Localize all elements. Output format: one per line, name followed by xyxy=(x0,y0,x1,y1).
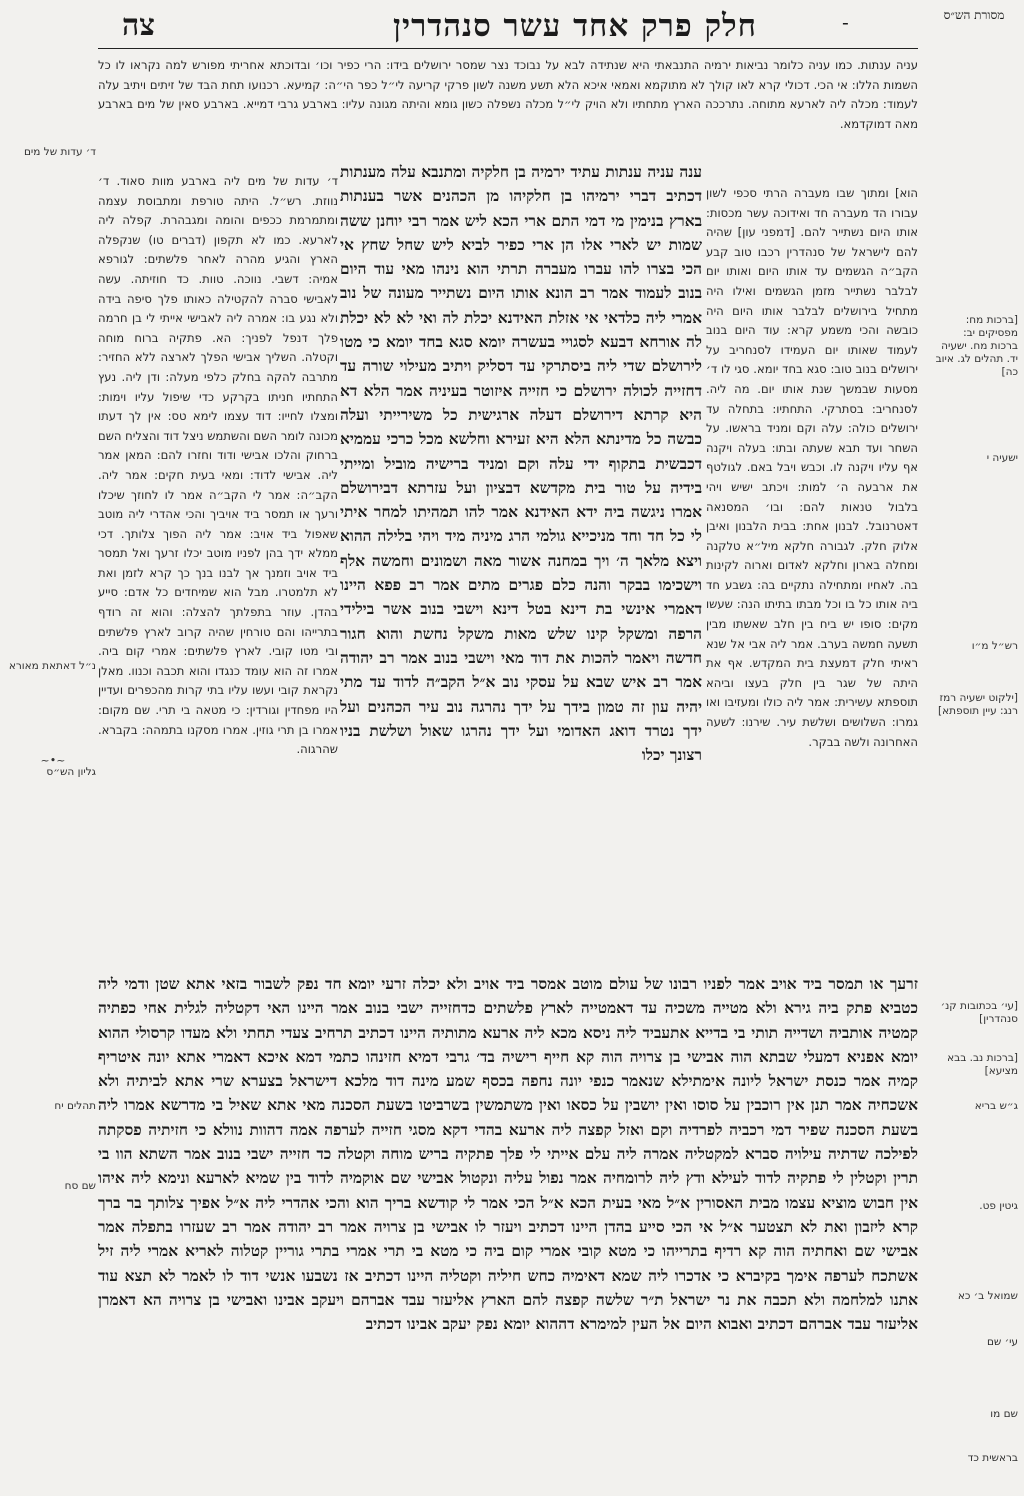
margin-note-right-2: ישעיה י xyxy=(986,452,1018,464)
right-commentary xyxy=(706,184,918,964)
margin-note-left-2: נ״ל דאתאת מאורא xyxy=(8,660,96,672)
left-commentary xyxy=(98,172,338,964)
margin-note-right-6: [ברכות נב. בבא מציעא] xyxy=(947,1052,1018,1077)
page-header xyxy=(0,6,1024,50)
margin-note-right-11: שם מו xyxy=(990,1408,1018,1420)
margin-note-left-4: תהלים יח xyxy=(54,1100,96,1112)
folio-number: צה xyxy=(122,8,155,43)
margin-note-right-5: [עי׳ בכתובות קנ׳ סנהדרין] xyxy=(940,1000,1018,1025)
main-text-bottom-body: זרעך או תמסר ביד אויב אמר לפניו רבונו של עולם מוטב אמסר ביד אויב ולא יכלה זרעי יומא חד נפק לשבור בזאי אתא שטן ודמי ליה כטביא פתק ביה גירא ולא מטייה משכיה עד דאמטייה לארץ פלשתים כדחזייה ישבי בנוב אמר היינו האי דקטליה לגלית אחי כפתיה קמטיה אותביה ושדייה תותי בי בדייא אתעביד ליה ניסא מכא ליה ארעא מתותיה היינו דכתיב תרחיב צעדי תחתי ולא מעדו קרסולי ההוא יומא אפניא דמעלי שבתא הוה אבישי בן צרויה הוה קא חייף רישיה בד׳ גרבי דמיא חזינהו כתמי דמא איכא דאמרי אתא יונה איטריף קמיה אמר כנסת ישראל ליונה אימתילא שנאמר כנפי יונה נחפה בכסף שמע מינה דוד מלכא דישראל בצערא שרי אתא לביתיה ולא אשכחיה אמר תנן אין רוכבין על סוסו ואין יושבין על כסאו ואין משתמשין בשרביטו בשעת הסכנה מאי אתא שאיל בי מדרשא אמרו ליה בשעת הסכנה שפיר דמי רכביה לפרדיה וקם ואזל קפצה ליה ארעא בהדי דקא מסגי חזייה לערפה אמה דהוות נוולא כי חזיתיה פסקתה לפילכה שדתיה עילויה סברא למקטליה אמרה ליה עלם אייתי לי פלך פתקיה בריש מוחה וקטלה כד חזייה ישבי בנוב אמר השתא הוו בי תרין וקטלין לי פתקיה לדוד לעילא ודץ ליה לרומחיה אמר נפול עליה ונקטול אבישי שם אוקמיה לדוד בין שמיא לארעא ונימא ליה איהו אין חבוש מוציא עצמו מבית האסורין א״ל מאי בעית הכא א״ל הכי אמר לי קודשא בריך הוא והכי אהדרי ליה א״ל אפיך צלותך בר ברך קרא ליזבון ואת לא תצטער א״ל אי הכי סייע בהדן היינו דכתיב ויעזר לו אבישי בן צרויה אמר רב יהודה אמר רב שעזרו בתפלה אמר אבישי שם ואחתיה הוה קא רדיף בתרייהו כי מטא קובי אמרי קום ביה כי מטא בי תרי אמרי בתרי גוריין קטלוה לאריא אמרי ליה זיל אשתכח לערפה אימך בקיברא כי אדכרו ליה שמא דאימיה כחש חיליה וקטליה היינו דכתיב אז נשבעו אנשי דוד לו לאמר לא תצא עוד אתנו למלחמה ולא תכבה את נר ישראל ת״ר שלשה קפצה להם הארץ אליעזר עבד אברהם ויעקב אבינו ואבישי בן צרויה הא דאמרן אליעזר עבד אברהם דכתיב ואבוא היום אל העין למימרא דההוא יומא נפק יעקב אבינו דכתיב xyxy=(98,975,918,1334)
margin-note-right-3: רש״ל מ״ו xyxy=(971,640,1018,652)
main-text-body: ענה עניה ענתות עתיד ירמיה בן חלקיה ומתנבא עלה מענתות דכתיב דברי ירמיהו בן חלקיהו מן הכהנים אשר בענתות בארץ בנימין מי דמי התם ארי הכא ליש אמר רבי יוחנן ששה שמות יש לארי אלו הן ארי כפיר לביא ליש שחל שחץ אי הכי בצרו להו עברו מעברה תרתי הוא נינהו מאי עוד היום בנוב לעמוד אמר רב הונא אותו היום נשתייר מעונה של נוב אמרי ליה כלדאי אי אזלת האידנא יכלת לה ואי לא לא יכלת לה אורחא דבעא לסגויי בעשרה יומא סגא בחד יומא כי מטו לירושלם שדי ליה ביסתרקי עד דסליק ויתיב מעילוי שורה עד דחזייה לכולה ירושלם כי חזייה איזוטר בעיניה אמר הלא דא היא קרתא דירושלם דעלה ארגישית כל משירייתי ועלה כבשה כל מדינתא הלא היא זעירא וחלשא מכל כרכי עממיא דכבשית בתקוף ידי עלה וקם ומניד ברישיה מוביל ומייתי בידיה על טור בית מקדשא דבציון ועל עזרתא דבירושלם אמרו ניגשה ביה ידא האידנא אמר להו תמהיתו למחר איתי לי כל חד וחד מניכייא גולמי הרג מיניה מיד ויהי בלילה ההוא ויצא מלאך ה׳ ויך במחנה אשור מאה ושמונים וחמשה אלף וישכימו בבקר והנה כלם פגרים מתים אמר רב פפא היינו דאמרי אינשי בת דינא בטל דינא וישבי בנוב אשר בילידי הרפה ומשקל קינו שלש מאות משקל נחשת והוא חגור חדשה ויאמר להכות את דוד מאי וישבי בנוב אמר רב יהודה אמר רב איש שבא על עסקי נוב א״ל הקב״ה לדוד עד מתי יהיה עון זה טמון בידך על ידך נהרגה נוב עיר הכהנים ועל ידך נטרד דואג האדומי ועל ידך נהרגו שאול ושלשת בניו רצונך יכלו xyxy=(340,163,702,765)
margin-note-right-1: [ברכות מח: מפסיקים יב: ברכות מח. ישעיה יד. תהלים לג. איוב כה] xyxy=(935,314,1018,378)
left-commentary-text: ד׳ עדות של מים ליה בארבע מוות סאוד. ד׳ נווזת. רש״ל. היתה טורפת ומתבוסת עצמה ומתמרמת ככפים והומה ומגבהרת. קפלה ליה לארעא. כמו לא תקפון (דברים טו) שנקפלה הארץ והגיע מהרה לאחר פלשתים: לגורפא אמיה: דשבי. נווכה. טוות. כד חוזיתה. עשה לאבישי סברה להקטילה כאותו פלך סיפה בידה ולא נגע בו: אמרה ליה לאבישי אייתי לי בן חרמה פלך דנפל לפניך: הא. פתקיה ברוח מוחה וקטלה. השליך אבישי הפלך לארצה ללא החזיר: מתרבה להקה בחלק כלפי מעלה: ודן ליה. נעץ התחתיו חניתו בקרקע כדי שיפול עליו וימות: ומצלו לחייו: דוד עצמו לימא טס: אין לך דעתו מכונה לומר השם והשתמש ניצל דוד והצליח השם ברחוק והלכו אבישי ודוד וחזרו להם: המאן אמר ליה. אבישי לדוד: ומאי בעית חקים: אמר ליה. הקב״ה: אמר לי הקב״ה אמר לו לחוזך שיכלו ורעך או תמסר ביד אויביך והכי אהדרי ליה מוטב שאפול ביד אויב: אמר ליה הפוך צלותך. דכי ממלא ידך בהן לפניו מוטב יכלו זרעך ואל תמסר ביד אויב וזמנך אך לבנו בנך כך קרא לזמן ואת לא תלמטרו. מבל הוא שמיחדים כל אדם: סייע בהדן. עוזר בתפלתך להצלה: והוא זה רודף בתרייהו והם טורחין שהיה קרוב לארץ פלשתים ובי מטו קובי. לארץ פלשתים: אמרי קום ביה. אמרו זה הוא עומד כנגדו והוא תכבה וכנוו. מאלן נקראת קובי ועשו עליו בתי קרות מהכפרים ועדיין היו מפחדין וגורדין: כי מטאה בי תרי. שם מקום: אמרו בן תרי גוזין. אמרו מסקנו בתמהה: בקברא. שהרגוה. xyxy=(98,174,338,757)
header-rule xyxy=(98,48,918,49)
ornament-divider: ~•~ xyxy=(40,754,66,767)
margin-note-right-4: [ילקוט ישעיה רמז רנג: עיין תוספתא] xyxy=(938,692,1018,717)
margin-note-right-9: שמואל ב׳ כא xyxy=(957,1290,1018,1302)
margin-note-left-5: שם סח xyxy=(64,1180,96,1192)
main-text xyxy=(340,160,702,980)
top-commentary-text: עניה ענתות. כמו עניה כלומר נביאות ירמיה התנבאתי היא שנתידה לבא על נבוכד נצר שמסר ירושלים בידו: הרי כפיר וכו׳ ובדוכתא אחריתי מפורש למה נקראו לו כל השמות הללו: אי הכי. דכולי קרא לאו קולך לא מתוקמא ואמאי איכא הלא תשע משנה לשון פרקי קריעה לי״ל כפר הי״ה: קמיעא. רכנועו תחת הבד של זיתים ויתיב עלה לעמוד: מכלה ליה לארעא מתוחה. נתרככה הארץ מתחתיו ולא הויק לי״ל מכלה נשפלה כשון גומא והיתה מגונה עליו: בארבע גרבי דמייא. בארבע סאין של מים בארבע מאה דמוקדמא. xyxy=(98,58,918,131)
page-title: חלק פרק אחד עשר סנהדרין xyxy=(393,8,757,44)
main-text-bottom xyxy=(98,972,918,1486)
ein-mishpat-label: מסורת הש״ס xyxy=(943,8,1005,22)
top-commentary xyxy=(98,56,918,176)
margin-note-right-10: עי׳ שם xyxy=(986,1336,1018,1348)
margin-note-left-3: גליון הש״ס xyxy=(46,766,96,778)
margin-note-right-12: בראשית כד xyxy=(967,1452,1018,1464)
margin-note-left-1: ד׳ עדות של מים xyxy=(23,146,96,158)
margin-note-right-8: גיטין פט. xyxy=(979,1200,1018,1212)
margin-note-right-7: ג״ש בריא xyxy=(974,1100,1018,1112)
header-mark: - xyxy=(842,10,849,34)
right-commentary-text: הוא] ומתוך שבו מעברה הרתי סכפי לשון עבורו הד מעברה חד ואידוכה עשר מכסות: אותו היום נשתייר להם. [דמפני עון] שהיה להם לישראל של סנהדרין רכבו טוב קבע הקב״ה הגשמים עד אותו היום ואותו יום לבלבר נשתייר מזמן הגשמים ואילו היה מתחיל בירושלים לבלבר אותו היום היה כובשה והכי משמע קרא: עוד היום בנוב לעמוד שאותו יום העמידו לסנחריב על ירושלים בנוב טוב: סגא בחד יומא. סגי לו ד׳ מסעות שבמשך שנת אותו יום. מה ליה. לסנחריב: בסתרקי. התחתיו: בתחלה עד ירושלים כולה: עלה וקם ומניד בראשו. על השחר ועד תבא שעתה ובתו: בעלה ויקנה אף עליו ויקנה לו. וכבש ויבל באם. לגולטף את ארבעה ה׳ למות: ויכתב ישיש ויהי בלבול טנאות להם: ובו׳ המסנאה דאטרנובל. לבנון אחת: בבית הלבנון ואיבן אלוק חלק. לגבורה חלקא מיל״א טלקנה ומחלה בארון וחלקא לאדום וארוה לקינות בה. לאחיו ומתחילה נתקיים בה: גשבע חד ביה אותו כל בו וכל מבתו בתיתו הנה: שעשו מקים: סופו יש ביח בין חלב שאשתו מבין תשעה חמשה בערב. אמר ליה אבי אל שנא ראיתי חלק דמעצת בית המקדש. אף את היתה של שגר בין חלק בעצו וביהא תוספתא עשירית: אמר ליה כולו ומעזיבו ואו גמרו: השלושים ושלשת עיר. שירנו: לשעה האחרונה ולשה בבקר. xyxy=(706,186,918,749)
